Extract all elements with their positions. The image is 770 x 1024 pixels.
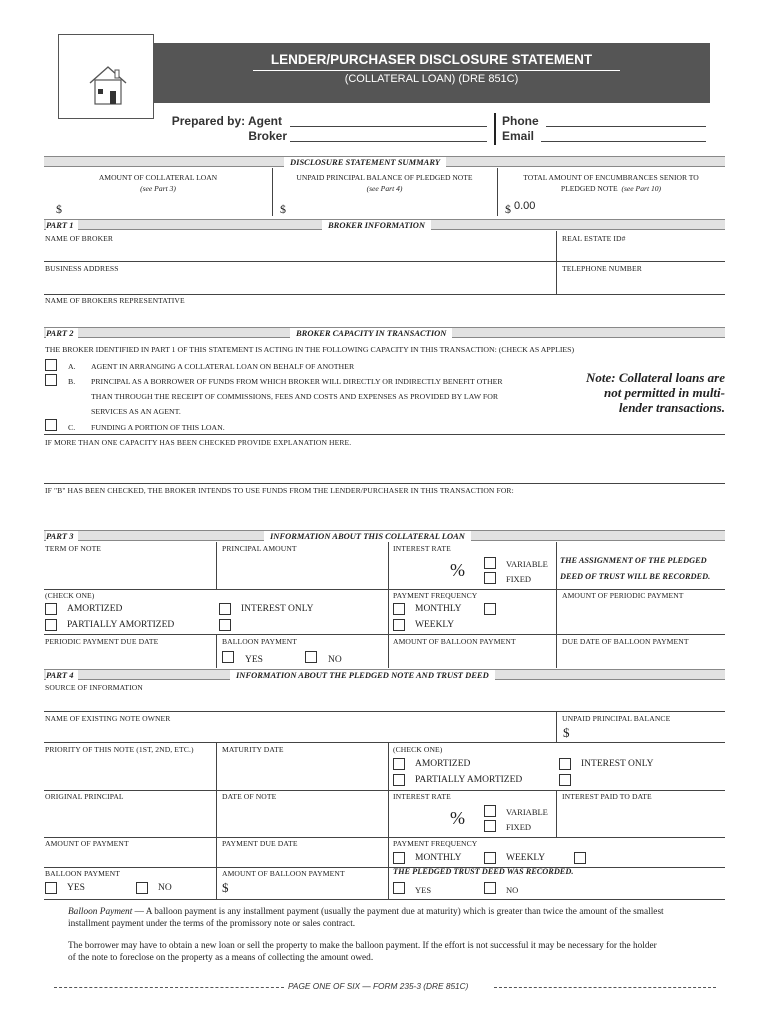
part3-label: PART 3 — [46, 531, 78, 541]
part4-label: PART 4 — [46, 670, 78, 680]
part2-label: PART 2 — [46, 328, 78, 338]
p4-div-3c — [556, 790, 557, 837]
assignment-recorded-line-2: DEED OF TRUST WILL BE RECORDED. — [560, 572, 711, 581]
borrower-notice — [68, 940, 728, 964]
p4-payment-frequency-label: PAYMENT FREQUENCY — [393, 839, 478, 848]
agent-field[interactable] — [290, 126, 487, 127]
p3-other-frequency-checkbox[interactable] — [484, 603, 496, 615]
p3-check-one-label: (CHECK ONE) — [45, 591, 95, 600]
assignment-recorded-line-1: THE ASSIGNMENT OF THE PLEDGED — [560, 556, 707, 565]
p4-recorded-yes-label: YES — [415, 885, 432, 895]
p4-weekly-checkbox[interactable] — [484, 852, 496, 864]
p3-div-2a — [388, 589, 389, 634]
p4-balloon-yes-label: YES — [67, 883, 85, 893]
p4-balloon-no-label: NO — [158, 883, 172, 893]
assignment-recorded-note — [560, 553, 710, 585]
capacity-b-text-1: PRINCIPAL AS A BORROWER OF FUNDS FROM WHICH BROKER WILL DIRECTLY OR INDIRECTLY BENEFIT OTHER — [91, 377, 503, 386]
p4-check-one-label: (CHECK ONE) — [393, 745, 443, 754]
unpaid-balance-label: UNPAID PRINCIPAL BALANCE OF PLEDGED NOTE — [296, 173, 473, 182]
p3-variable-label: VARIABLE — [506, 559, 548, 569]
p3-balloon-yes-checkbox[interactable] — [222, 651, 234, 663]
p4-fixed-label: FIXED — [506, 822, 532, 832]
capacity-c-letter: C. — [68, 423, 76, 432]
p4-partially-amortized-label: PARTIALLY AMORTIZED — [415, 775, 523, 785]
p4-partially-amortized-checkbox[interactable] — [393, 774, 405, 786]
p4-balloon-yes-checkbox[interactable] — [45, 882, 57, 894]
total-encumbrances-value[interactable]: 0.00 — [514, 200, 536, 212]
multi-lender-note-line-3: lender transactions. — [618, 400, 725, 415]
collateral-amount-sub: (see Part 3) — [140, 184, 176, 193]
collateral-amount-dollar: $ — [56, 202, 62, 216]
source-of-information-label: SOURCE OF INFORMATION — [45, 683, 143, 692]
p3-fixed-label: FIXED — [506, 574, 532, 584]
p3-balloon-no-label: NO — [328, 655, 342, 665]
p3-div-1b — [388, 542, 389, 589]
unpaid-balance-sub: (see Part 4) — [366, 184, 403, 193]
footer-dash-left — [54, 987, 284, 988]
p4-interest-only-checkbox[interactable] — [559, 758, 571, 770]
if-b-checked-label: IF "B" HAS BEEN CHECKED, THE BROKER INTENDS TO USE FUNDS FROM THE LENDER/PURCHASER IN THIS TRANSACTION FOR: — [45, 486, 514, 495]
p3-partially-amortized-checkbox[interactable] — [45, 619, 57, 631]
real-estate-id-label: REAL ESTATE ID# — [562, 234, 626, 243]
borrower-notice-line-1: The borrower may have to obtain a new loan or sell the property to make the balloon payment. If the effort is not successful it may be necessary for the holder — [68, 941, 657, 951]
borrower-notice-line-2: of the note to foreclose on the property as a means of collecting the amount owed. — [68, 953, 374, 963]
capacity-a-letter: A. — [68, 362, 76, 371]
collateral-amount-label: AMOUNT OF COLLATERAL LOAN — [98, 173, 218, 182]
part2-band-label: BROKER CAPACITY IN TRANSACTION — [290, 328, 452, 338]
p4-variable-checkbox[interactable] — [484, 805, 496, 817]
p3-payment-frequency-label: PAYMENT FREQUENCY — [393, 591, 478, 600]
p4-recorded-yes-checkbox[interactable] — [393, 882, 405, 894]
balloon-definition-line-2: installment payment under the terms of the promissory note or sales contract. — [68, 919, 356, 929]
multi-lender-note-line-1: Note: Collateral loans are — [585, 370, 725, 385]
p4-interest-rate-percent: % — [450, 808, 465, 828]
amount-of-payment-label: AMOUNT OF PAYMENT — [45, 839, 129, 848]
p4-monthly-checkbox[interactable] — [393, 852, 405, 864]
p4-amortized-label: AMORTIZED — [415, 759, 471, 769]
existing-note-owner-label: NAME OF EXISTING NOTE OWNER — [45, 714, 171, 723]
capacity-b-checkbox[interactable] — [45, 374, 57, 386]
part2-row-line-2 — [44, 483, 725, 484]
phone-label: Phone — [502, 114, 539, 128]
p3-interest-only-label: INTEREST ONLY — [241, 604, 314, 614]
p3-unlabeled-checkbox[interactable] — [219, 619, 231, 631]
p3-amortized-label: AMORTIZED — [67, 604, 123, 614]
email-label: Email — [502, 129, 535, 143]
p4-div-2b — [388, 742, 389, 790]
date-of-note-label: DATE OF NOTE — [222, 792, 277, 801]
name-of-broker-label: NAME OF BROKER — [45, 234, 114, 243]
p4-fixed-checkbox[interactable] — [484, 820, 496, 832]
capacity-c-text: FUNDING A PORTION OF THIS LOAN. — [91, 423, 225, 432]
form-title: LENDER/PURCHASER DISCLOSURE STATEMENT — [270, 52, 593, 67]
part1-col-divider — [556, 231, 557, 295]
logo-box — [58, 34, 154, 119]
capacity-b-letter: B. — [68, 377, 76, 386]
capacity-a-text: AGENT IN ARRANGING A COLLATERAL LOAN ON BEHALF OF ANOTHER — [91, 362, 355, 371]
term-of-note-label: TERM OF NOTE — [45, 544, 102, 553]
maturity-date-label: MATURITY DATE — [222, 745, 284, 754]
unpaid-principal-label: UNPAID PRINCIPAL BALANCE — [562, 714, 671, 723]
p4-recorded-no-label: NO — [506, 885, 519, 895]
broker-label: Broker — [248, 129, 287, 143]
p4-row-line-3 — [44, 837, 725, 838]
p4-div-3a — [216, 790, 217, 837]
p4-amount-balloon-dollar: $ — [222, 880, 229, 895]
p4-other-frequency-checkbox[interactable] — [574, 852, 586, 864]
p3-weekly-label: WEEKLY — [415, 620, 455, 630]
p3-weekly-checkbox[interactable] — [393, 619, 405, 631]
p3-monthly-checkbox[interactable] — [393, 603, 405, 615]
header-divider — [494, 113, 496, 145]
principal-amount-label: PRINCIPAL AMOUNT — [222, 544, 297, 553]
title-underline — [253, 70, 620, 71]
total-encumbrances-label-2: PLEDGED NOTE (see Part 10) — [560, 184, 662, 193]
total-encumbrances-dollar: $ — [505, 202, 511, 216]
p3-div-3a — [216, 634, 217, 668]
p4-amortized-checkbox[interactable] — [393, 758, 405, 770]
capacity-b-text-2: THAN THROUGH THE RECEIPT OF COMMISSIONS, FEES AND COSTS AND EXPENSES AS PROVIDED BY LAW FOR — [91, 392, 499, 401]
balloon-definition-line-1: — A balloon payment is any installment payment (usually the payment due at maturity) which is greater than twice the amount of the smallest — [132, 907, 664, 917]
p3-amount-balloon-label: AMOUNT OF BALLOON PAYMENT — [393, 637, 516, 646]
capacity-intro: THE BROKER IDENTIFIED IN PART 1 OF THIS STATEMENT IS ACTING IN THE FOLLOWING CAPACITY IN THIS TRANSACTION: (CHECK AS APPLIES) — [45, 345, 575, 354]
multi-lender-note — [550, 370, 725, 415]
interest-rate-percent: % — [450, 560, 465, 580]
p4-interest-rate-label: INTEREST RATE — [393, 792, 451, 801]
p4-div-5a — [216, 867, 217, 899]
p3-div-2b — [556, 589, 557, 634]
part1-label: PART 1 — [46, 220, 78, 230]
p4-amount-balloon-label: AMOUNT OF BALLOON PAYMENT — [222, 869, 345, 878]
p4-div-1 — [556, 711, 557, 743]
p3-interest-only-checkbox[interactable] — [219, 603, 231, 615]
p4-interest-only-label: INTEREST ONLY — [581, 759, 654, 769]
trust-deed-recorded-note: THE PLEDGED TRUST DEED WAS RECORDED. — [393, 867, 574, 876]
interest-rate-label: INTEREST RATE — [393, 544, 451, 553]
p4-weekly-label: WEEKLY — [506, 853, 546, 863]
part2-row-line-1 — [44, 434, 725, 435]
unpaid-balance-dollar: $ — [280, 202, 286, 216]
p4-balloon-no-checkbox[interactable] — [136, 882, 148, 894]
capacity-a-checkbox[interactable] — [45, 359, 57, 371]
more-than-one-label: IF MORE THAN ONE CAPACITY HAS BEEN CHECKED PROVIDE EXPLANATION HERE. — [45, 438, 352, 447]
p3-balloon-yes-label: YES — [245, 655, 263, 665]
business-address-label: BUSINESS ADDRESS — [45, 264, 119, 273]
house-icon — [88, 65, 128, 107]
p4-unlabeled-checkbox[interactable] — [559, 774, 571, 786]
telephone-number-label: TELEPHONE NUMBER — [562, 264, 642, 273]
p3-div-1c — [556, 542, 557, 589]
p3-balloon-payment-label: BALLOON PAYMENT — [222, 637, 297, 646]
prepared-by-label: Prepared by: Agent — [171, 114, 282, 128]
unpaid-principal-dollar: $ — [563, 725, 570, 740]
periodic-payment-due-label: PERIODIC PAYMENT DUE DATE — [45, 637, 159, 646]
p3-fixed-checkbox[interactable] — [484, 572, 496, 584]
p4-div-4a — [216, 837, 217, 868]
p3-monthly-label: MONTHLY — [415, 604, 462, 614]
p4-row-line-4 — [44, 867, 725, 868]
amount-periodic-payment-label: AMOUNT OF PERIODIC PAYMENT — [562, 591, 684, 600]
priority-of-note-label: PRIORITY OF THIS NOTE (1ST, 2ND, ETC.) — [45, 745, 194, 754]
p4-div-5b — [388, 867, 389, 899]
part1-row-line-2 — [44, 294, 725, 295]
capacity-c-checkbox[interactable] — [45, 419, 57, 431]
p3-variable-checkbox[interactable] — [484, 557, 496, 569]
capacity-b-text-3: SERVICES AS AN AGENT. — [91, 407, 181, 416]
p3-div-3c — [556, 634, 557, 668]
total-encumbrances-label: TOTAL AMOUNT OF ENCUMBRANCES SENIOR TO — [523, 173, 699, 182]
part4-band-label: INFORMATION ABOUT THE PLEDGED NOTE AND TRUST DEED — [230, 670, 495, 680]
p3-partially-amortized-label: PARTIALLY AMORTIZED — [67, 620, 175, 630]
p3-due-balloon-label: DUE DATE OF BALLOON PAYMENT — [562, 637, 689, 646]
p4-row-line-0 — [44, 711, 725, 712]
p4-row-line-1 — [44, 742, 725, 743]
p4-balloon-payment-label: BALLOON PAYMENT — [45, 869, 120, 878]
p4-div-4b — [388, 837, 389, 868]
balloon-term: Balloon Payment — [68, 907, 133, 917]
multi-lender-note-line-2: not permitted in multi- — [604, 385, 725, 400]
part3-band-label: INFORMATION ABOUT THIS COLLATERAL LOAN — [264, 531, 471, 541]
brokers-representative-label: NAME OF BROKERS REPRESENTATIVE — [45, 296, 185, 305]
p3-balloon-no-checkbox[interactable] — [305, 651, 317, 663]
payment-due-date-label: PAYMENT DUE DATE — [222, 839, 298, 848]
phone-field[interactable] — [546, 126, 706, 127]
p3-row-line-2 — [44, 634, 725, 635]
p3-div-3b — [388, 634, 389, 668]
summary-band-label: DISCLOSURE STATEMENT SUMMARY — [284, 157, 446, 167]
part1-band-label: BROKER INFORMATION — [322, 220, 431, 230]
p3-amortized-checkbox[interactable] — [45, 603, 57, 615]
p3-div-1a — [216, 542, 217, 589]
p4-row-line-2 — [44, 790, 725, 791]
p3-row-line-1 — [44, 589, 725, 590]
footer-dash-right — [494, 987, 716, 988]
p4-div-3b — [388, 790, 389, 837]
page-footer: PAGE ONE OF SIX — FORM 235-3 (DRE 851C) — [288, 981, 469, 991]
p4-variable-label: VARIABLE — [506, 807, 548, 817]
p4-monthly-label: MONTHLY — [415, 853, 462, 863]
p4-row-line-5 — [44, 899, 725, 900]
original-principal-label: ORIGINAL PRINCIPAL — [45, 792, 124, 801]
email-field[interactable] — [541, 141, 706, 142]
p4-recorded-no-checkbox[interactable] — [484, 882, 496, 894]
balloon-definition — [68, 906, 728, 930]
p4-div-2a — [216, 742, 217, 790]
part1-row-line-1 — [44, 261, 725, 262]
form-subtitle: (COLLATERAL LOAN) (DRE 851C) — [344, 73, 519, 85]
interest-paid-to-date-label: INTEREST PAID TO DATE — [562, 792, 652, 801]
broker-field[interactable] — [290, 141, 487, 142]
